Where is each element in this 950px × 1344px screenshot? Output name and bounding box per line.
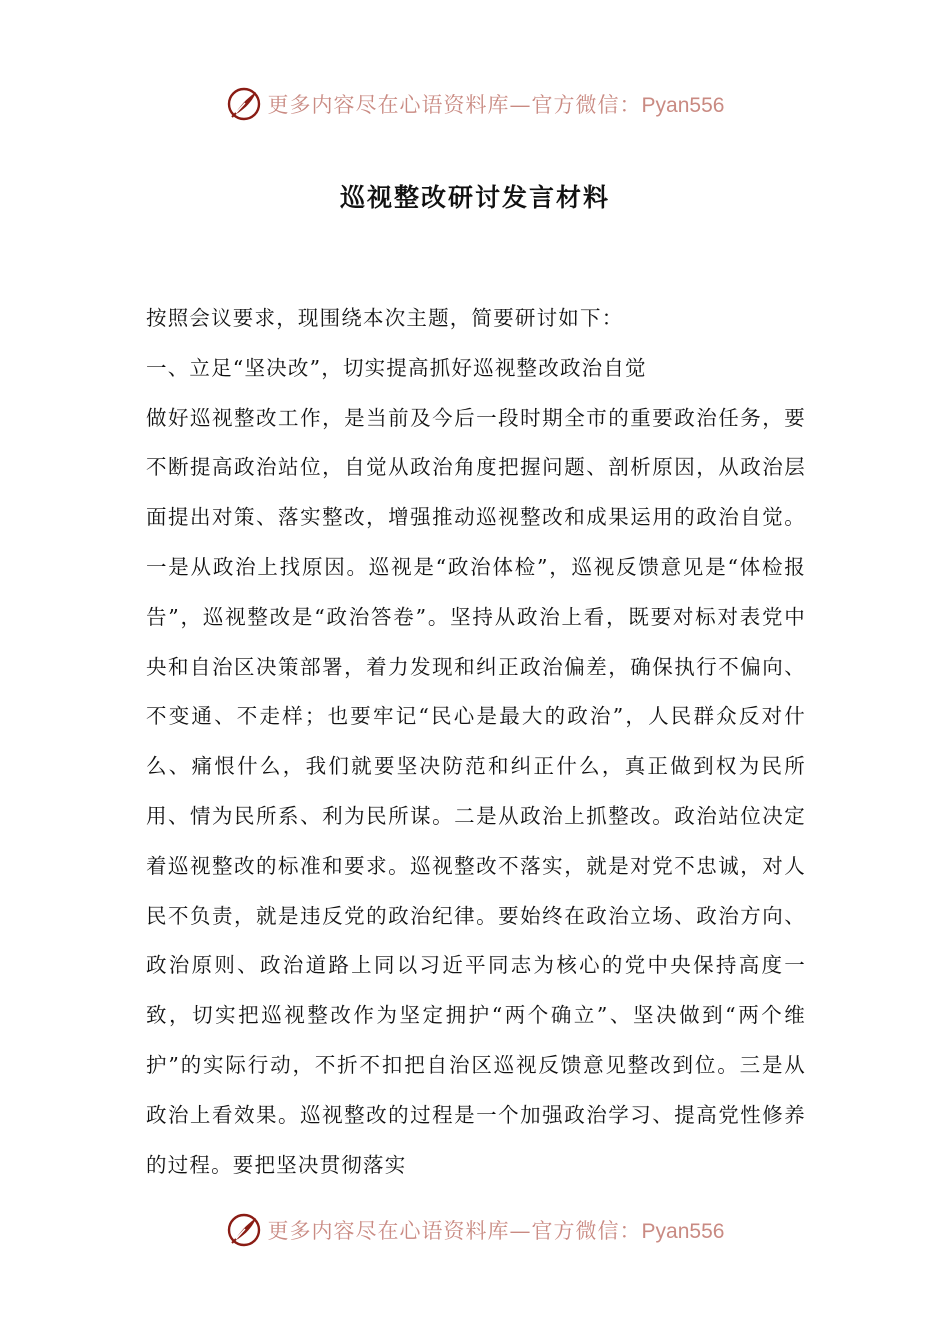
document-title: 巡视整改研讨发言材料 (339, 183, 610, 212)
watermark-text: 更多内容尽在心语资料库—官方微信：Pyan556 (267, 1219, 725, 1243)
intro-paragraph: 按照会议要求，现围绕本次主题，简要研讨如下： (146, 306, 624, 330)
watermark-text: 更多内容尽在心语资料库—官方微信：Pyan556 (267, 93, 725, 117)
wechat-id: Pyan556 (641, 94, 725, 117)
document-body (146, 294, 806, 1190)
footer-watermark-banner (0, 1208, 950, 1252)
header-watermark-banner (0, 82, 950, 126)
section-heading-1: 一、立足“坚决改”，切实提高抓好巡视整改政治自觉 (146, 355, 647, 380)
wechat-id: Pyan556 (641, 1220, 725, 1243)
body-paragraph-1: 做好巡视整改工作，是当前及今后一段时期全市的重要政治任务，要不断提高政治站位，自觉从政治角度把握问题、剖析原因，从政治层面提出对策、落实整改，增强推动巡视整改和成果运用的政治自觉。一是从政治上找原因。巡视是“政治体检”，巡视反馈意见是“体检报告”，巡视整改是“政治答卷”。坚持从政治上看，既要对标对表党中央和自治区决策部署，着力发现和纠正政治偏差，确保执行不偏向、不变通、不走样；也要牢记“民心是最大的政治”，人民群众反对什么、痛恨什么，我们就要坚决防范和纠正什么，真正做到权为民所用、情为民所系、利为民所谋。二是从政治上抓整改。政治站位决定着巡视整改的标准和要求。巡视整改不落实，就是对党不忠诚，对人民不负责，就是违反党的政治纪律。要始终在政治立场、政治方向、政治原则、政治道路上同以习近平同志为核心的党中央保持高度一致，切实把巡视整改作为坚定拥护“两个确立”、坚决做到“两个维护”的实际行动，不折不扣把自治区巡视反馈意见整改到位。三是从政治上看效果。巡视整改的过程是一个加强政治学习、提高党性修养的过程。要把坚决贯彻落实 (146, 405, 806, 1177)
quill-pen-logo-icon (226, 1212, 262, 1248)
quill-pen-logo-icon (226, 86, 262, 122)
